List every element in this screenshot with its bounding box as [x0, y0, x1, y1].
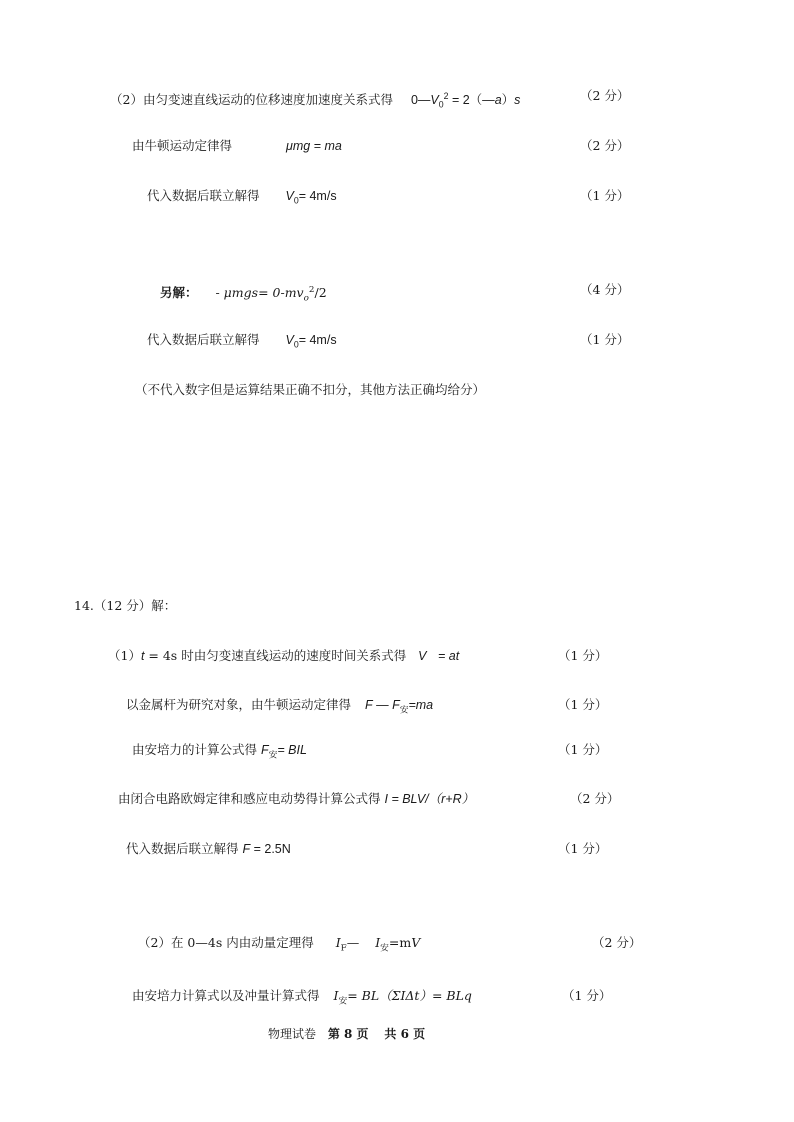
q14-line4-score: （2 分） [570, 791, 620, 806]
part2-line2 [132, 138, 342, 154]
sub-an: 安 [399, 704, 409, 715]
var-v: V [430, 93, 439, 108]
q14-l5-eq [243, 842, 291, 856]
sub-0: 0 [293, 195, 299, 206]
q14-l3-label: 由安培力的计算公式得 [132, 742, 258, 757]
q14-l2-eq [364, 698, 434, 715]
part2-line2-score: （2 分） [580, 138, 630, 153]
part2-line4-eq [215, 285, 327, 304]
q14-l1-label-a: （1） [108, 648, 141, 663]
var-a: a [494, 93, 502, 108]
q14-l3-eq [261, 743, 307, 760]
eq-part: = BL（ΣIΔt）= BLq [347, 988, 472, 1003]
part2-line1-label: （2）由匀变速直线运动的位移速度加速度关系式得 [110, 92, 393, 108]
part2-line1-eq [410, 91, 521, 110]
q14-line5-score: （1 分） [558, 841, 608, 856]
part2-note: （不代入数字但是运算结果正确不扣分，其他方法正确均给分） [135, 382, 486, 397]
q14-header: 14.（12 分）解： [74, 598, 177, 613]
eq-part: 0— [410, 93, 431, 108]
var-t: t [140, 649, 145, 663]
footer-subject: 物理试卷 [268, 1027, 317, 1041]
var-v: V [418, 649, 427, 663]
part2-line3-score: （1 分） [580, 188, 630, 203]
var-v: V [411, 935, 421, 950]
q14-l1-eq [418, 649, 459, 663]
part2-line5-eq [285, 333, 337, 350]
q14-line7 [132, 988, 472, 1010]
q14-l6-eq [335, 935, 421, 954]
sup-2: 2 [308, 285, 315, 295]
part2-line5 [147, 332, 337, 353]
eq-part: = 0-mv [258, 285, 304, 301]
eq-part: /2 [314, 285, 327, 301]
q14-l5-label: 代入数据后联立解得 [126, 841, 239, 856]
page-footer [268, 1025, 425, 1042]
q14-line5 [126, 841, 291, 857]
eq-part: — [346, 935, 364, 950]
q14-line4 [118, 791, 474, 807]
part2-line3-eq [285, 189, 337, 206]
sub-0: 0 [293, 339, 299, 350]
eq-part: = 2（— [448, 93, 495, 108]
eq-part: =ma [408, 698, 434, 712]
q14-line2 [126, 697, 433, 718]
eq-part: = 2.5N [250, 842, 291, 856]
sub-an: 安 [380, 943, 389, 954]
eq-part: - μmgs [215, 285, 259, 301]
part2-line2-eq: μmg = ma [285, 139, 342, 153]
part2-line3 [147, 188, 337, 209]
q14-l2-label: 以金属杆为研究对象，由牛顿运动定律得 [126, 697, 352, 712]
footer-total: 共 6 页 [384, 1027, 426, 1041]
var-v: V [416, 792, 426, 806]
eq-part: I = BL [384, 792, 417, 806]
part2-line3-label: 代入数据后联立解得 [147, 188, 260, 203]
var-F: F [261, 743, 269, 757]
eq-part: /（r+R） [425, 792, 475, 806]
sub-0: 0 [438, 99, 444, 110]
part2-line4 [160, 282, 327, 307]
eq-part: ） [501, 93, 515, 108]
q14-line6 [138, 935, 420, 957]
q14-line6-score: （2 分） [592, 935, 642, 950]
var-I: I [335, 935, 341, 950]
part2-line5-label: 代入数据后联立解得 [147, 332, 260, 347]
var-F: F [392, 698, 400, 712]
q14-line1 [108, 648, 459, 664]
q14-l6-label: （2）在 0—4s 内由动量定理得 [138, 935, 314, 950]
footer-page: 第 8 页 [327, 1027, 369, 1041]
var-I: I [375, 935, 381, 950]
q14-l7-label: 由安培力计算式以及冲量计算式得 [132, 988, 320, 1003]
q14-line7-score: （1 分） [562, 988, 612, 1003]
var-F: F [364, 698, 373, 712]
eq-part: = 4m/s [298, 333, 337, 347]
eq-part: = at [434, 649, 460, 663]
var-F: F [242, 842, 251, 856]
q14-l1-label-b: = 4s 时由匀变速直线运动的速度时间关系式得 [144, 648, 407, 663]
part2-line2-label: 由牛顿运动定律得 [132, 138, 233, 153]
sub-F: F [340, 943, 347, 954]
q14-l4-label: 由闭合电路欧姆定律和感应电动势得计算公式得 [118, 791, 381, 806]
eq-part: =m [388, 935, 412, 950]
eq-part: = BIL [277, 743, 307, 757]
var-v: V [285, 189, 294, 203]
sub-an: 安 [338, 996, 348, 1007]
q14-line3 [132, 742, 307, 763]
sub-o: o [303, 293, 309, 304]
eq-part: = 4m/s [298, 189, 337, 203]
var-I: I [333, 988, 339, 1003]
part2-line4-label: 另解： [160, 285, 198, 301]
var-s: s [514, 93, 521, 108]
part2-line5-score: （1 分） [580, 332, 630, 347]
q14-line2-score: （1 分） [558, 697, 608, 712]
part2-line1-score: （2 分） [580, 88, 630, 103]
q14-line1-score: （1 分） [558, 648, 608, 663]
eq-part: — [372, 698, 393, 712]
q14-l4-eq [385, 792, 475, 806]
q14-l7-eq [333, 988, 472, 1007]
q14-line3-score: （1 分） [558, 742, 608, 757]
part2-line4-score: （4 分） [580, 282, 630, 297]
sup-2: 2 [443, 91, 449, 101]
sub-an: 安 [268, 749, 278, 760]
var-v: V [285, 333, 294, 347]
part2-line1 [110, 88, 520, 113]
